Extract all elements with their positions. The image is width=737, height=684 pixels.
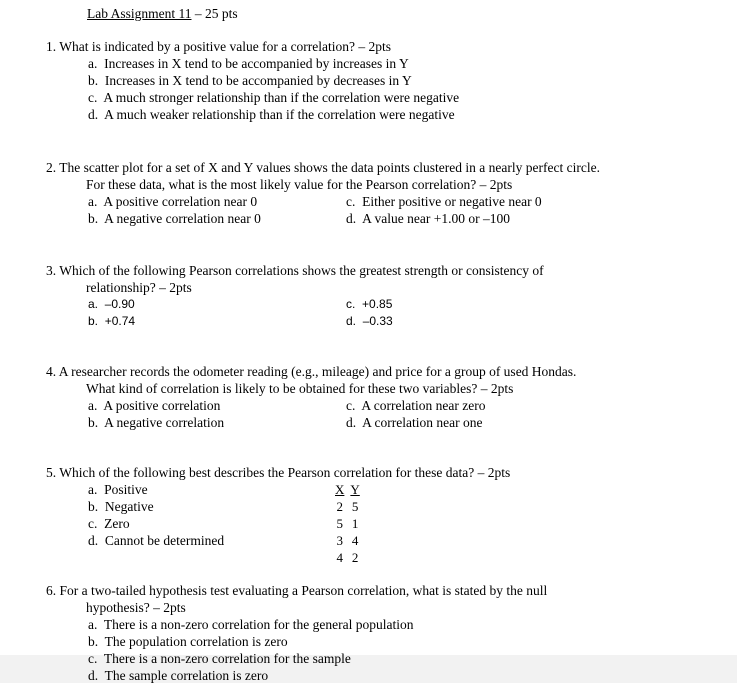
table-row: [332, 498, 363, 515]
q5-number: 5.: [46, 465, 57, 480]
q2-option-d: [346, 210, 510, 227]
table-row: [332, 532, 363, 549]
q6-number: 6.: [46, 583, 57, 598]
table-row: [332, 549, 363, 566]
q5-c-letter: c.: [88, 516, 98, 531]
q2-b-letter: b.: [88, 211, 99, 226]
title-points: – 25 pts: [191, 6, 238, 21]
q2-d-text: A value near +1.00 or –100: [362, 211, 510, 226]
table-cell: 4: [351, 533, 359, 548]
q1-a-text: Increases in X tend to be accompanied by increases in Y: [104, 56, 409, 71]
q6-a-text: There is a non-zero correlation for the general population: [103, 617, 414, 632]
q4-c-text: A correlation near zero: [361, 398, 486, 413]
q3-d-letter: d.: [346, 314, 357, 328]
q2-a-text: A positive correlation near 0: [103, 194, 258, 209]
table-cell: 5: [351, 499, 359, 514]
q2-number: 2.: [46, 160, 57, 175]
table-cell: 4: [336, 550, 343, 565]
q5-option-c: [88, 515, 130, 532]
q2-line2: For these data, what is the most likely value for the Pearson correlation? – 2pts: [86, 177, 513, 192]
table-cell: 3: [336, 533, 343, 548]
q4-option-a: [88, 397, 220, 414]
q3-a-letter: a.: [88, 297, 99, 311]
q6-c-text: There is a non-zero correlation for the sample: [103, 651, 351, 666]
q4-option-d: [346, 414, 482, 431]
question-4: [46, 363, 576, 380]
q6-d-text: The sample correlation is zero: [104, 668, 269, 683]
q1-c-letter: c.: [88, 90, 98, 105]
q4-c-letter: c.: [346, 398, 356, 413]
q1-d-letter: d.: [88, 107, 99, 122]
title-text: Lab Assignment 11: [87, 6, 192, 21]
q5-text: Which of the following best describes the Pearson correlation for these data? – 2pts: [59, 465, 511, 480]
q3-option-a: [88, 296, 135, 313]
q5-option-d: [88, 532, 224, 549]
q1-option-c: [88, 89, 459, 106]
table-header-y: Y: [350, 482, 360, 497]
q3-c-text: +0.85: [362, 297, 393, 311]
q2-c-text: Either positive or negative near 0: [362, 194, 542, 209]
q5-data-table: [332, 481, 363, 566]
q1-d-text: A much weaker relationship than if the correlation were negative: [104, 107, 455, 122]
q2-line1: The scatter plot for a set of X and Y values shows the data points clustered in a nearly perfect circle.: [59, 160, 600, 175]
q5-a-text: Positive: [104, 482, 148, 497]
q6-b-text: The population correlation is zero: [104, 634, 288, 649]
q5-b-text: Negative: [104, 499, 154, 514]
q6-option-b: [88, 633, 288, 650]
q2-d-letter: d.: [346, 211, 357, 226]
table-cell: 2: [336, 499, 343, 514]
q2-a-letter: a.: [88, 194, 98, 209]
table-header-x: X: [335, 482, 345, 497]
q1-option-d: [88, 106, 455, 123]
q2-c-letter: c.: [346, 194, 356, 209]
table-cell: 2: [351, 550, 359, 565]
question-6: [46, 582, 547, 599]
q6-option-d: [88, 667, 268, 684]
q6-line1: For a two-tailed hypothesis test evaluating a Pearson correlation, what is stated by the null: [59, 583, 548, 598]
q6-option-c: [88, 650, 351, 667]
q4-d-text: A correlation near one: [362, 415, 483, 430]
table-cell: 5: [336, 516, 343, 531]
q6-c-letter: c.: [88, 651, 98, 666]
q3-b-text: +0.74: [104, 314, 136, 328]
q3-number: 3.: [46, 263, 57, 278]
q6-b-letter: b.: [88, 634, 99, 649]
q6-a-letter: a.: [88, 617, 98, 632]
q4-d-letter: d.: [346, 415, 357, 430]
q4-a-text: A positive correlation: [103, 398, 221, 413]
q5-d-letter: d.: [88, 533, 99, 548]
q4-number: 4.: [46, 364, 57, 379]
q3-option-b: [88, 313, 135, 330]
question-5: [46, 464, 510, 481]
assignment-title: [87, 5, 238, 22]
q2-b-text: A negative correlation near 0: [104, 211, 261, 226]
q2-option-b: [88, 210, 261, 227]
q4-a-letter: a.: [88, 398, 98, 413]
question-3: [46, 262, 544, 279]
table-row: [332, 515, 363, 532]
q3-d-text: –0.33: [362, 314, 393, 328]
q5-option-b: [88, 498, 154, 515]
q1-number: 1.: [46, 39, 57, 54]
q5-option-a: [88, 481, 148, 498]
q4-option-c: [346, 397, 485, 414]
question-1: [46, 38, 391, 55]
q3-option-c: [346, 296, 392, 313]
q3-c-letter: c.: [346, 297, 356, 311]
q1-b-text: Increases in X tend to be accompanied by decreases in Y: [104, 73, 412, 88]
q4-line1: A researcher records the odometer reading (e.g., mileage) and price for a group of used Hondas.: [58, 364, 577, 379]
q2-option-c: [346, 193, 542, 210]
q1-text: What is indicated by a positive value for a correlation? – 2pts: [59, 39, 392, 54]
q5-c-text: Zero: [104, 516, 130, 531]
q6-line2: hypothesis? – 2pts: [86, 600, 186, 615]
table-cell: 1: [351, 516, 359, 531]
q5-d-text: Cannot be determined: [104, 533, 225, 548]
q3-option-d: [346, 313, 393, 330]
q4-line2: What kind of correlation is likely to be obtained for these two variables? – 2pts: [86, 381, 514, 396]
q3-line1: Which of the following Pearson correlations shows the greatest strength or consistency of: [59, 263, 544, 278]
q1-option-a: [88, 55, 409, 72]
q6-option-a: [88, 616, 414, 633]
q1-b-letter: b.: [88, 73, 99, 88]
q4-option-b: [88, 414, 224, 431]
q1-option-b: [88, 72, 412, 89]
q4-b-letter: b.: [88, 415, 99, 430]
q1-c-text: A much stronger relationship than if the correlation were negative: [103, 90, 460, 105]
q6-d-letter: d.: [88, 668, 99, 683]
q2-option-a: [88, 193, 257, 210]
table-header-row: [332, 481, 363, 498]
q3-a-text: –0.90: [104, 297, 135, 311]
q4-b-text: A negative correlation: [104, 415, 225, 430]
q3-b-letter: b.: [88, 314, 99, 328]
q5-a-letter: a.: [88, 482, 98, 497]
question-2: [46, 159, 600, 176]
q3-line2: relationship? – 2pts: [86, 280, 192, 295]
q5-b-letter: b.: [88, 499, 99, 514]
q1-a-letter: a.: [88, 56, 98, 71]
